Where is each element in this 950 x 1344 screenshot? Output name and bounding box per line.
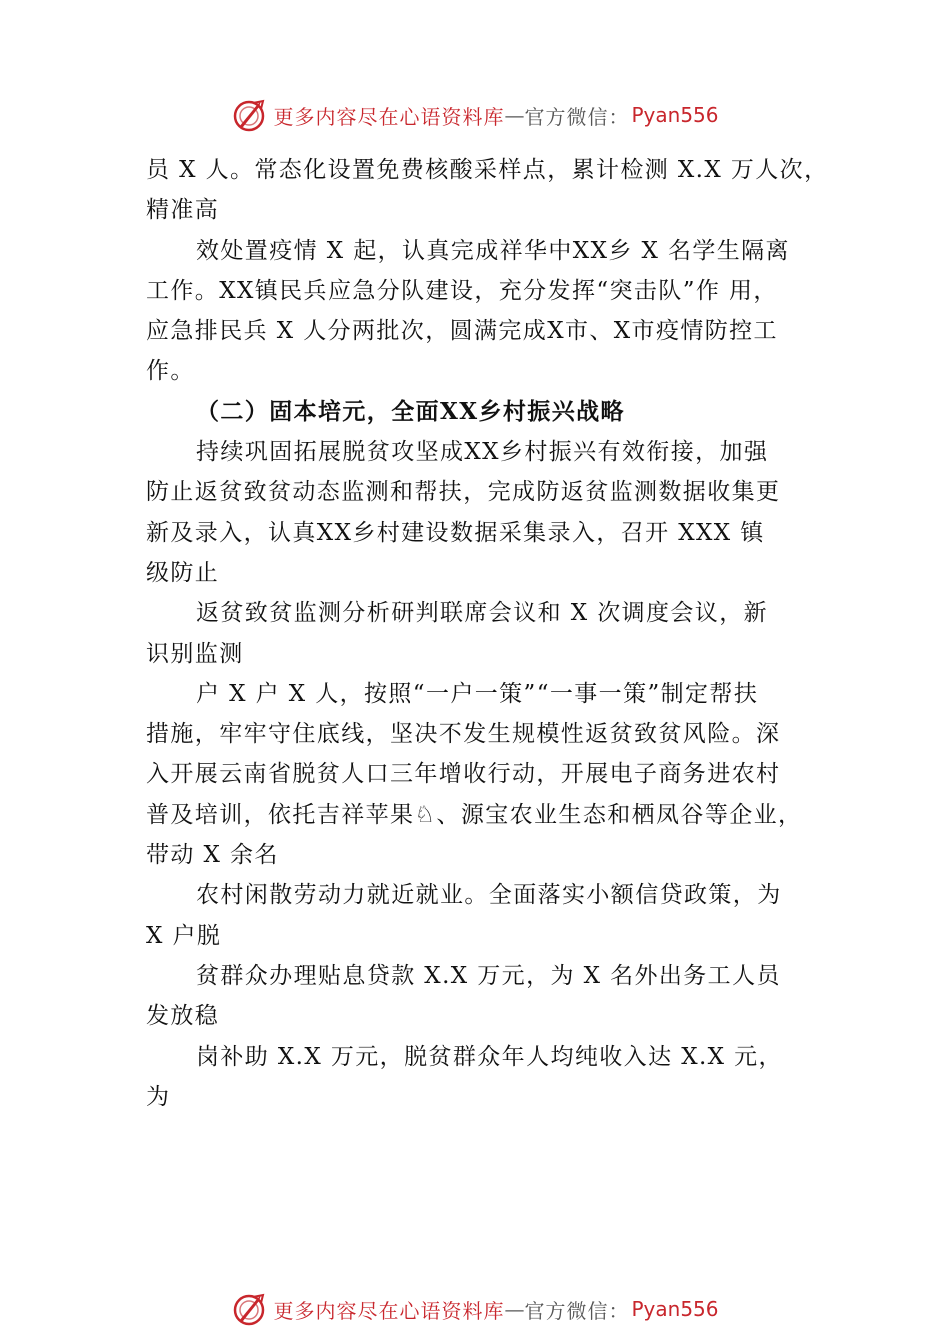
text-line: 新及录入，认真XX乡村建设数据采集录入，召开 XXX 镇: [146, 519, 765, 546]
text-line: 效处置疫情 X 起，认真完成祥华中XX乡 X 名学生隔离: [196, 237, 790, 264]
wechat-id: Pyan556: [631, 1297, 719, 1321]
brand-text: 更多内容尽在心语资料库: [273, 1298, 505, 1323]
text-line: 农村闲散劳动力就近就业。全面落实小额信贷政策，为: [196, 882, 782, 909]
text-line: 工作。XX镇民兵应急分队建设，充分发挥“突击队”作 用，: [146, 277, 778, 304]
section-heading: （二）固本培元，全面XX乡村振兴战略: [196, 397, 625, 425]
text-line: 级防止: [146, 559, 220, 586]
document-body: [146, 150, 829, 1117]
official-label: 官方微信：: [524, 104, 630, 129]
text-line: 贫群众办理贴息贷款 X.X 万元，为 X 名外出务工人员: [196, 962, 781, 989]
text-line: 返贫致贫监测分析研判联席会议和 X 次调度会议，新: [196, 600, 768, 627]
text-line: X 户脱: [146, 922, 222, 949]
brand-logo-icon: [231, 97, 267, 133]
text-line: 户 X 户 X 人，按照“一户一策”“一事一策”制定帮扶: [196, 680, 759, 707]
text-line: 作。: [146, 358, 195, 385]
header-banner: [0, 93, 950, 137]
text-line: 岗补助 X.X 万元，脱贫群众年人均纯收入达 X.X 元，: [196, 1043, 783, 1070]
text-line: 员 X 人。常态化设置免费核酸采样点，累计检测 X.X 万人次，: [146, 157, 829, 183]
text-line: 发放稳: [146, 1003, 220, 1030]
text-line: 措施，牢牢守住底线，坚决不发生规模性返贫致贫风险。深: [146, 721, 781, 748]
text-line: 防止返贫致贫动态监测和帮扶，完成防返贫监测数据收集更: [146, 479, 781, 506]
brand-logo-icon: [231, 1291, 267, 1327]
text-line: 应急排民兵 X 人分两批次，圆满完成X市、X市疫情防控工: [146, 318, 778, 345]
text-line: 带动 X 余名: [146, 842, 279, 869]
text-line: 识别监测: [146, 640, 244, 667]
official-label: 官方微信：: [524, 1298, 630, 1323]
footer-banner: [0, 1287, 950, 1331]
text-line: 入开展云南省脱贫人口三年增收行动，开展电子商务进农村: [146, 761, 781, 788]
text-line: 为: [146, 1083, 171, 1110]
banner-separator: —: [504, 103, 525, 127]
wechat-id: Pyan556: [631, 103, 719, 127]
text-line: 精准高: [146, 197, 220, 224]
text-line: 普及培训，依托吉祥苹果♘、源宝农业生态和栖凤谷等企业，: [146, 801, 803, 828]
brand-text: 更多内容尽在心语资料库: [273, 104, 505, 129]
banner-separator: —: [504, 1297, 525, 1321]
text-line: 持续巩固拓展脱贫攻坚成XX乡村振兴有效衔接，加强: [196, 439, 769, 466]
